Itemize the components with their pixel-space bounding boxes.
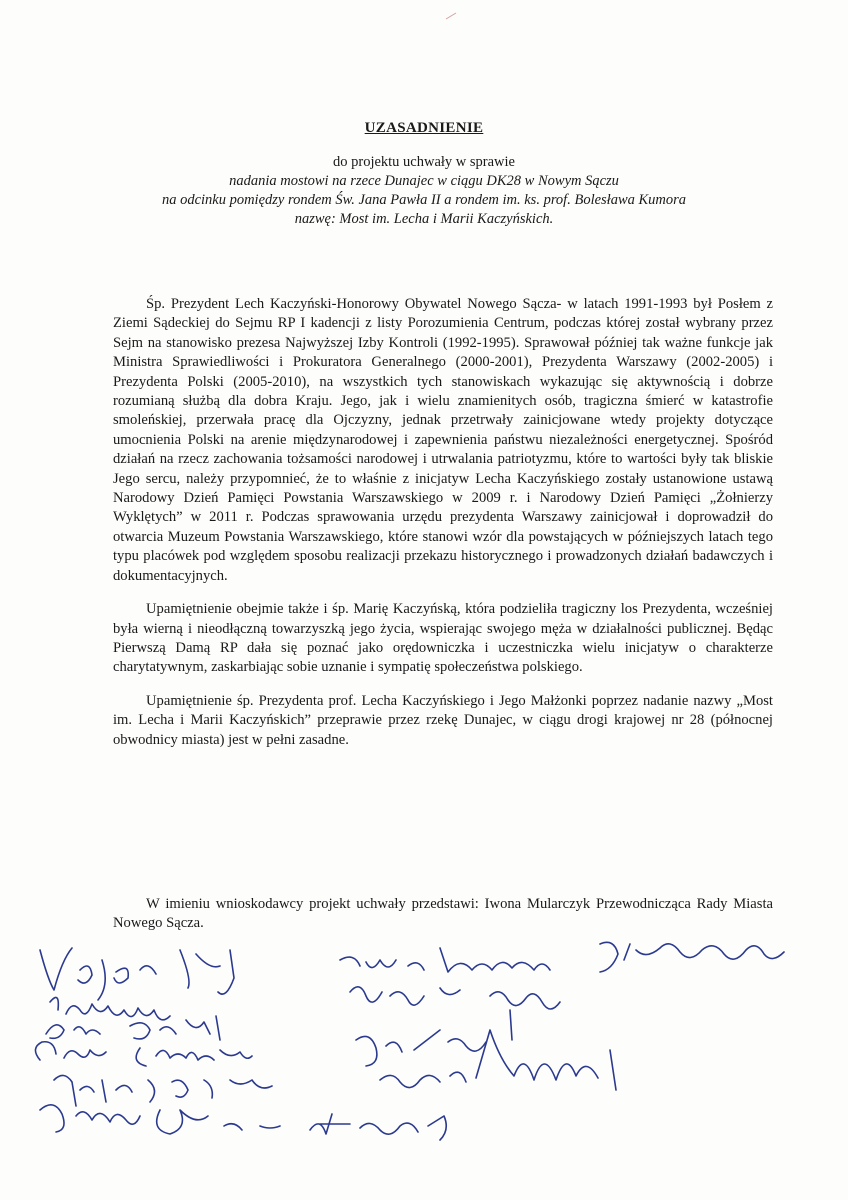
signature-5 [54,1075,272,1106]
document-subtitle [0,153,848,229]
signature-8 [600,942,784,972]
signature-12 [310,1114,446,1140]
document-body [113,295,773,764]
subtitle-line-4: nazwę: Most im. Lecha i Marii Kaczyńskich. [294,211,554,227]
handwritten-signatures [20,930,830,1190]
signature-7 [340,948,550,972]
signature-9 [350,987,560,1040]
paragraph-2: Upamiętnienie obejmie także i śp. Marię Kaczyńską, która podzieliła tragiczny los Prezydenta, wcześniej była wierną i nieodłączną towarzyszką jego życia, wspierając swojego męża w działalności publicznej. Będąc Pierwszą Damą RP dała się poznać jako orędowniczka i uczestniczka wielu inicjatyw o charakterze charytatywnym, zaskarbiając sobie uznanie i sympatię społeczeństwa polskiego. [113,601,773,676]
paragraph-3: Upamiętnienie śp. Prezydenta prof. Lecha Kaczyńskiego i Jego Małżonki poprzez nadanie nazwy „Most im. Lecha i Marii Kaczyńskich” przeprawie przez rzekę Dunajec, w ciągu drogi krajowej nr 28 (północnej obwodnicy miasta) jest w pełni zasadne. [113,692,773,748]
subtitle-line-1: do projektu uchwały w sprawie [332,154,515,170]
signature-3 [46,1016,220,1040]
subtitle-line-2: nadania mostowi na rzece Dunajec w ciągu DK28 w Nowym Sączu [229,173,619,189]
closing-statement [113,895,773,934]
signature-11 [380,1030,616,1090]
paragraph-1: Śp. Prezydent Lech Kaczyński-Honorowy Obywatel Nowego Sącza- w latach 1991-1993 był Posłem z Ziemi Sądeckiej do Sejmu RP I kadencji z listy Porozumienia Centrum, podczas której został wybrany przez Sejm na stanowisko prezesa Najwyższej Izby Kontroli (1992-1995). Sprawował później tak ważne funkcje jak Ministra Sprawiedliwości i Prokuratora Generalnego (2000-2001), Prezydenta Warszawy (2002-2005) i Prezydenta Polski (2005-2010), na wszystkich tych stanowiskach wykazując się aktywnością i dobrze rozumianą służbą dla dobra Kraju. Jego, jak i wielu znamienitych osób, tragiczna śmierć w katastrofie smoleńskiej, przerwała pracę dla Ojczyzny, jednak przetrwały zainicjowane wtedy projekty dotyczące umocnienia Polski na arenie międzynarodowej i zapewnienia państwu niezależności energetycznej. Spośród działań na rzecz zachowania tożsamości narodowej i utrwalania patriotyzmu, które to wartości były tak bliskie Jego sercu, należy przypomnieć, że to właśnie z inicjatyw Lecha Kaczyńskiego zostały ustanowione ustawą Narodowy Dzień Pamięci Powstania Warszawskiego w 2009 r. i Narodowy Dzień Pamięci „Żołnierzy Wyklętych” w 2011 r. Podczas sprawowania urzędu prezydenta Warszawy zainicjował i doprowadził do otwarcia Muzeum Powstania Warszawskiego, które stanowi wzór dla powstających w późniejszych latach tego typu placówek pod względem sposobu realizacji przekazu historycznego i prowadzonych działań badawczych i dokumentacyjnych. [113,296,773,584]
stray-mark [445,12,457,20]
subtitle-line-3: na odcinku pomiędzy rondem Św. Jana Pawła II a rondem im. ks. prof. Bolesława Kumora [161,192,687,208]
signature-2 [50,998,170,1020]
signature-4 [35,1042,252,1066]
signature-10 [356,1030,486,1066]
signature-1 [40,948,234,1000]
document-title: UZASADNIENIE [364,120,484,136]
signature-6 [40,1105,280,1134]
closing-text: W imieniu wnioskodawcy projekt uchwały przedstawi: Iwona Mularczyk Przewodnicząca Rady Miasta Nowego Sącza. [113,896,773,932]
